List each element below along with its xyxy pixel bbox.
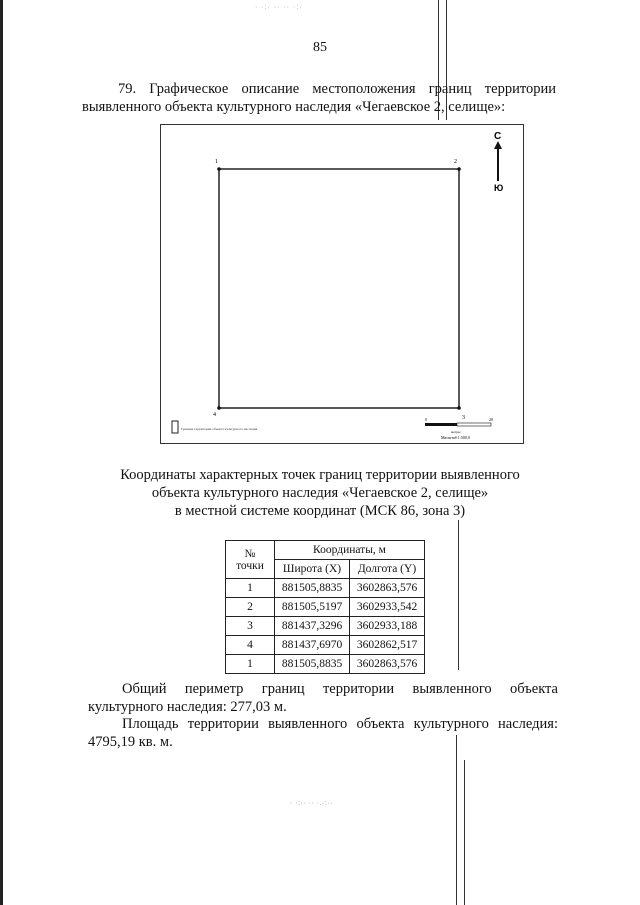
cell-x: 881505,8835 — [275, 579, 350, 598]
cell-point: 4 — [226, 636, 275, 655]
north-arrowhead-icon — [494, 141, 502, 149]
table-header-row — [226, 541, 425, 560]
scale-bar-black — [425, 423, 457, 426]
cell-y: 3602863,576 — [350, 655, 425, 674]
scan-line — [458, 520, 459, 670]
table-row — [226, 636, 425, 655]
caption-line: объекта культурного наследия «Чегаевское 2, селище» — [151, 485, 489, 501]
cell-point: 2 — [226, 598, 275, 617]
table-row — [226, 579, 425, 598]
vertex-label-4: 4 — [213, 412, 216, 418]
legend-text: Граница территории объекта культурного наследия — [181, 427, 258, 431]
header-y: Долгота (Y) — [350, 560, 425, 579]
caption-line: в местной системе координат (МСК 86, зона 3) — [174, 503, 466, 519]
vertex-label-1: 1 — [215, 159, 218, 165]
vertex-label-3: 3 — [462, 415, 465, 421]
page-number: 85 — [313, 40, 327, 55]
vertex-label-2: 2 — [454, 159, 457, 165]
scan-artifact: · ·:· ·· ·· ·:· — [255, 4, 303, 11]
scale-text: Масштаб 1:500,0 — [441, 435, 470, 440]
boundary-polygon — [219, 169, 459, 408]
cell-x: 881505,5197 — [275, 598, 350, 617]
cell-x: 881437,6970 — [275, 636, 350, 655]
scan-artifact: · ·:·· ·· ·.·:·· — [290, 800, 333, 807]
cell-y: 3602933,188 — [350, 617, 425, 636]
scale-unit: метры — [451, 430, 461, 434]
area-paragraph: Площадь территории выявленного объекта культурного наследия: 4795,19 кв. м. — [88, 716, 558, 750]
boundary-map — [160, 124, 524, 444]
table-row — [226, 655, 425, 674]
scan-edge — [0, 0, 3, 905]
scale-bar-white — [457, 423, 491, 426]
cell-point: 3 — [226, 617, 275, 636]
cell-point: 1 — [226, 655, 275, 674]
table-caption — [90, 466, 550, 520]
scan-line — [456, 735, 457, 905]
coordinates-table — [225, 540, 425, 674]
legend-symbol-icon — [172, 421, 178, 433]
vertex-3 — [457, 406, 461, 410]
scale-start: 0 — [425, 417, 427, 422]
north-label: С — [494, 131, 502, 142]
cell-y: 3602863,576 — [350, 579, 425, 598]
south-label: Ю — [494, 183, 504, 193]
header-x: Широта (X) — [275, 560, 350, 579]
map-drawing — [161, 125, 523, 443]
vertex-1 — [217, 167, 221, 171]
cell-x: 881505,8835 — [275, 655, 350, 674]
table-row — [226, 617, 425, 636]
section-heading-paragraph: 79. Графическое описание местоположения границ территории выявленного объекта культурного наследия «Чегаевское 2, селище»: — [82, 81, 556, 115]
cell-y: 3602862,517 — [350, 636, 425, 655]
header-point-number: № точки — [226, 541, 275, 579]
cell-y: 3602933,542 — [350, 598, 425, 617]
vertex-4 — [217, 406, 221, 410]
scan-line — [464, 760, 465, 905]
caption-line: Координаты характерных точек границ территории выявленного — [120, 467, 520, 483]
perimeter-paragraph: Общий периметр границ территории выявленного объекта культурного наследия: 277,03 м. — [88, 681, 558, 715]
vertex-2 — [457, 167, 461, 171]
header-coordinates: Координаты, м — [275, 541, 425, 560]
scale-end: 20 — [489, 417, 493, 422]
cell-x: 881437,3296 — [275, 617, 350, 636]
cell-point: 1 — [226, 579, 275, 598]
table-row — [226, 598, 425, 617]
